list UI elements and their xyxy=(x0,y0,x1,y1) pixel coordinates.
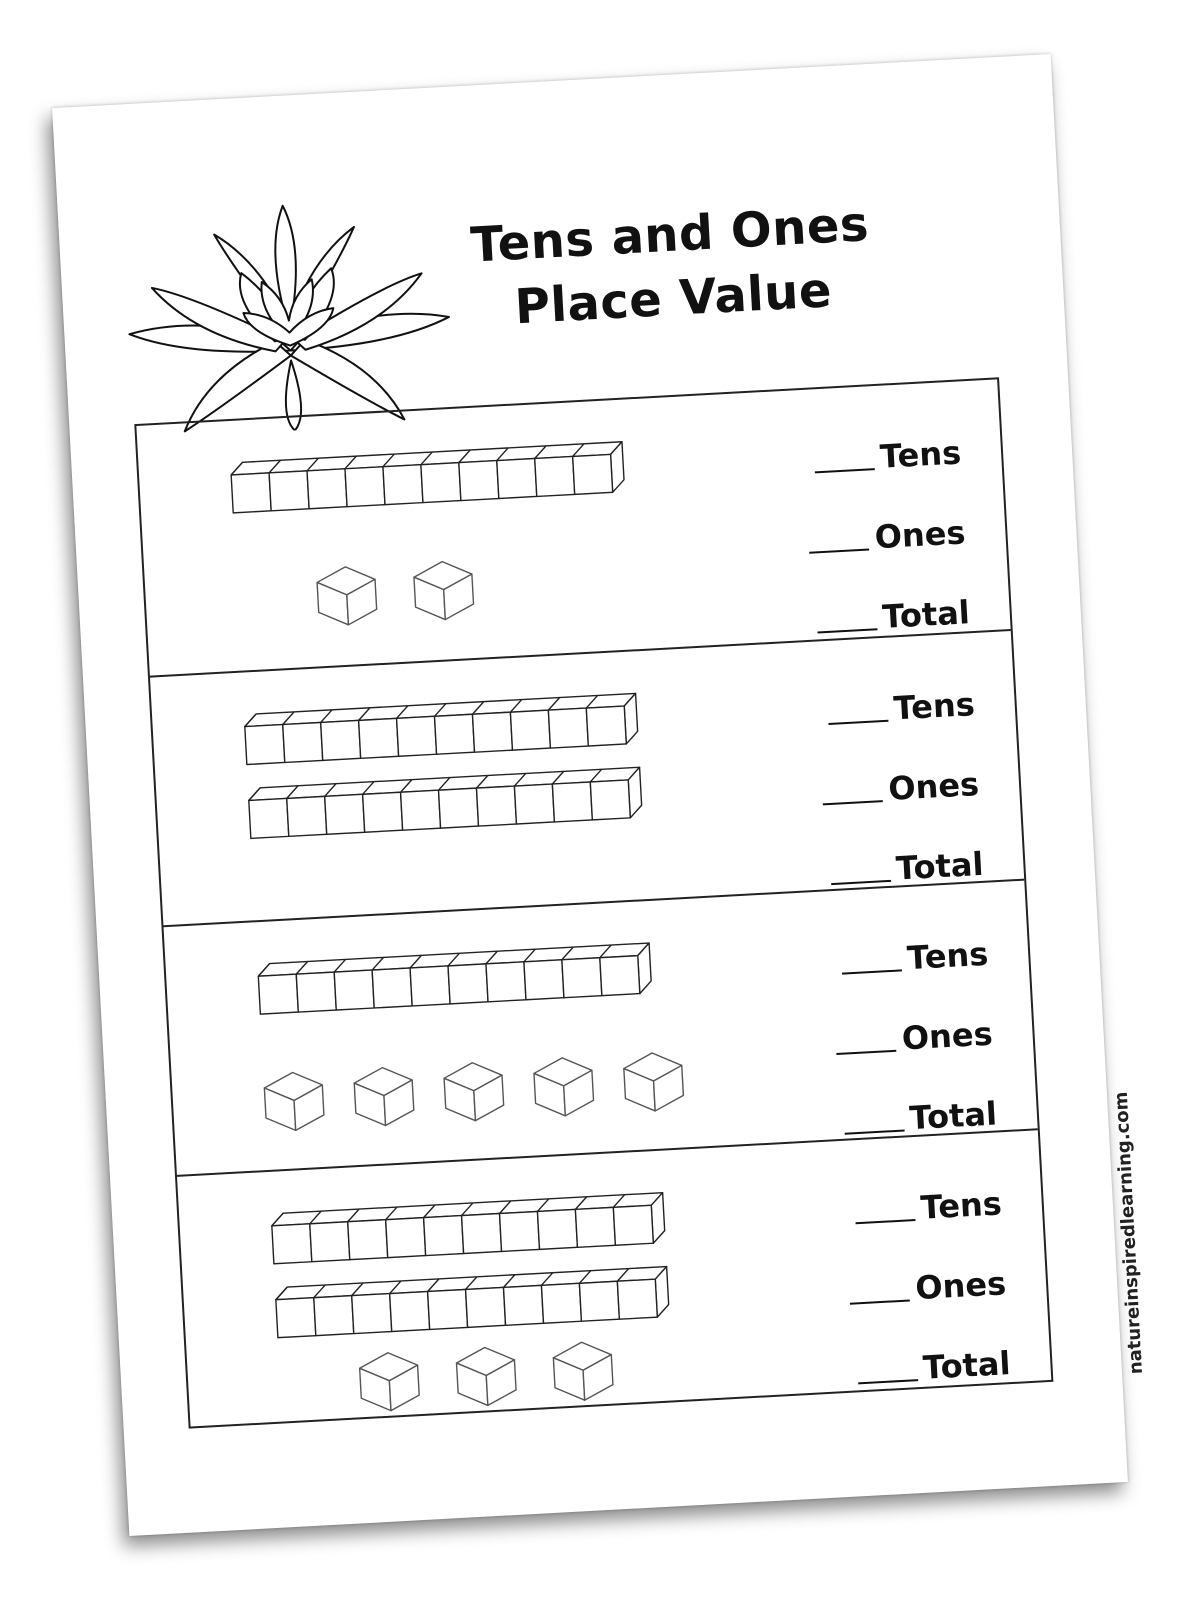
unit-cube-icon xyxy=(441,1059,506,1124)
unit-cube-icon xyxy=(621,1049,686,1114)
answer-blank[interactable] xyxy=(815,468,875,473)
unit-cube-icon xyxy=(262,1069,327,1134)
answer-blank[interactable] xyxy=(809,549,869,554)
tens-rods xyxy=(228,440,627,535)
ones-label: Ones xyxy=(900,1014,994,1058)
total-answer xyxy=(808,1310,1012,1401)
unit-cube-icon xyxy=(411,558,476,623)
water-lily-icon xyxy=(118,192,460,440)
ones-answer xyxy=(803,1230,1007,1321)
problem-row xyxy=(150,629,1024,925)
title-line-2: Place Value xyxy=(513,262,834,336)
tens-label: Tens xyxy=(906,934,990,978)
ones-answer xyxy=(763,479,967,570)
ones-label: Ones xyxy=(887,764,980,808)
answer-labels xyxy=(786,901,999,1151)
unit-cube-icon xyxy=(531,1054,596,1119)
answer-blank[interactable] xyxy=(831,880,891,885)
ten-rod-icon xyxy=(256,941,654,1016)
total-label: Total xyxy=(908,1094,998,1138)
tens-answer xyxy=(786,901,990,992)
tens-answer xyxy=(799,1150,1003,1241)
unit-cubes xyxy=(357,1339,616,1415)
unit-cubes xyxy=(262,1049,687,1134)
answer-labels xyxy=(758,400,971,650)
title-line-1: Tens and Ones xyxy=(469,196,871,274)
problem-grid xyxy=(134,377,1053,1428)
answer-blank[interactable] xyxy=(842,969,902,974)
tens-label: Tens xyxy=(892,685,976,728)
unit-cube-icon xyxy=(551,1339,616,1404)
unit-cube-icon xyxy=(454,1344,519,1409)
tens-answer xyxy=(758,400,962,491)
total-label: Total xyxy=(894,844,985,888)
tens-rods xyxy=(242,691,645,860)
answer-blank[interactable] xyxy=(828,720,888,725)
tens-rods xyxy=(256,941,655,1036)
answer-blank[interactable] xyxy=(850,1299,910,1304)
problem-row xyxy=(136,379,1010,675)
ten-rod-icon xyxy=(228,440,626,515)
unit-cube-icon xyxy=(357,1349,422,1414)
tens-rods xyxy=(269,1191,672,1360)
answer-blank[interactable] xyxy=(817,628,877,633)
answer-blank[interactable] xyxy=(858,1379,918,1384)
unit-cubes xyxy=(314,558,476,629)
answer-labels xyxy=(799,1150,1012,1400)
problem-row xyxy=(177,1128,1051,1424)
ones-label: Ones xyxy=(914,1264,1008,1308)
answer-blank[interactable] xyxy=(844,1130,904,1135)
ones-label: Ones xyxy=(873,513,967,557)
answer-blank[interactable] xyxy=(823,800,883,805)
tens-label: Tens xyxy=(919,1184,1003,1227)
ten-rod-icon xyxy=(269,1191,667,1266)
site-credit: natureinspiredlearning.com xyxy=(1110,1091,1148,1375)
page-title xyxy=(458,192,884,343)
unit-cube-icon xyxy=(314,563,379,628)
answer-labels xyxy=(772,651,985,901)
ten-rod-icon xyxy=(273,1264,671,1339)
problem-row xyxy=(163,879,1037,1175)
tens-answer xyxy=(772,651,976,742)
tens-label: Tens xyxy=(878,433,963,476)
ten-rod-icon xyxy=(246,765,644,840)
worksheet-page xyxy=(52,54,1148,1536)
total-label: Total xyxy=(881,593,971,636)
ten-rod-icon xyxy=(242,691,640,766)
ones-answer xyxy=(790,981,994,1072)
answer-blank[interactable] xyxy=(837,1050,897,1055)
unit-cube-icon xyxy=(351,1064,416,1129)
answer-blank[interactable] xyxy=(855,1219,915,1224)
total-label: Total xyxy=(922,1344,1012,1387)
ones-answer xyxy=(776,731,980,822)
